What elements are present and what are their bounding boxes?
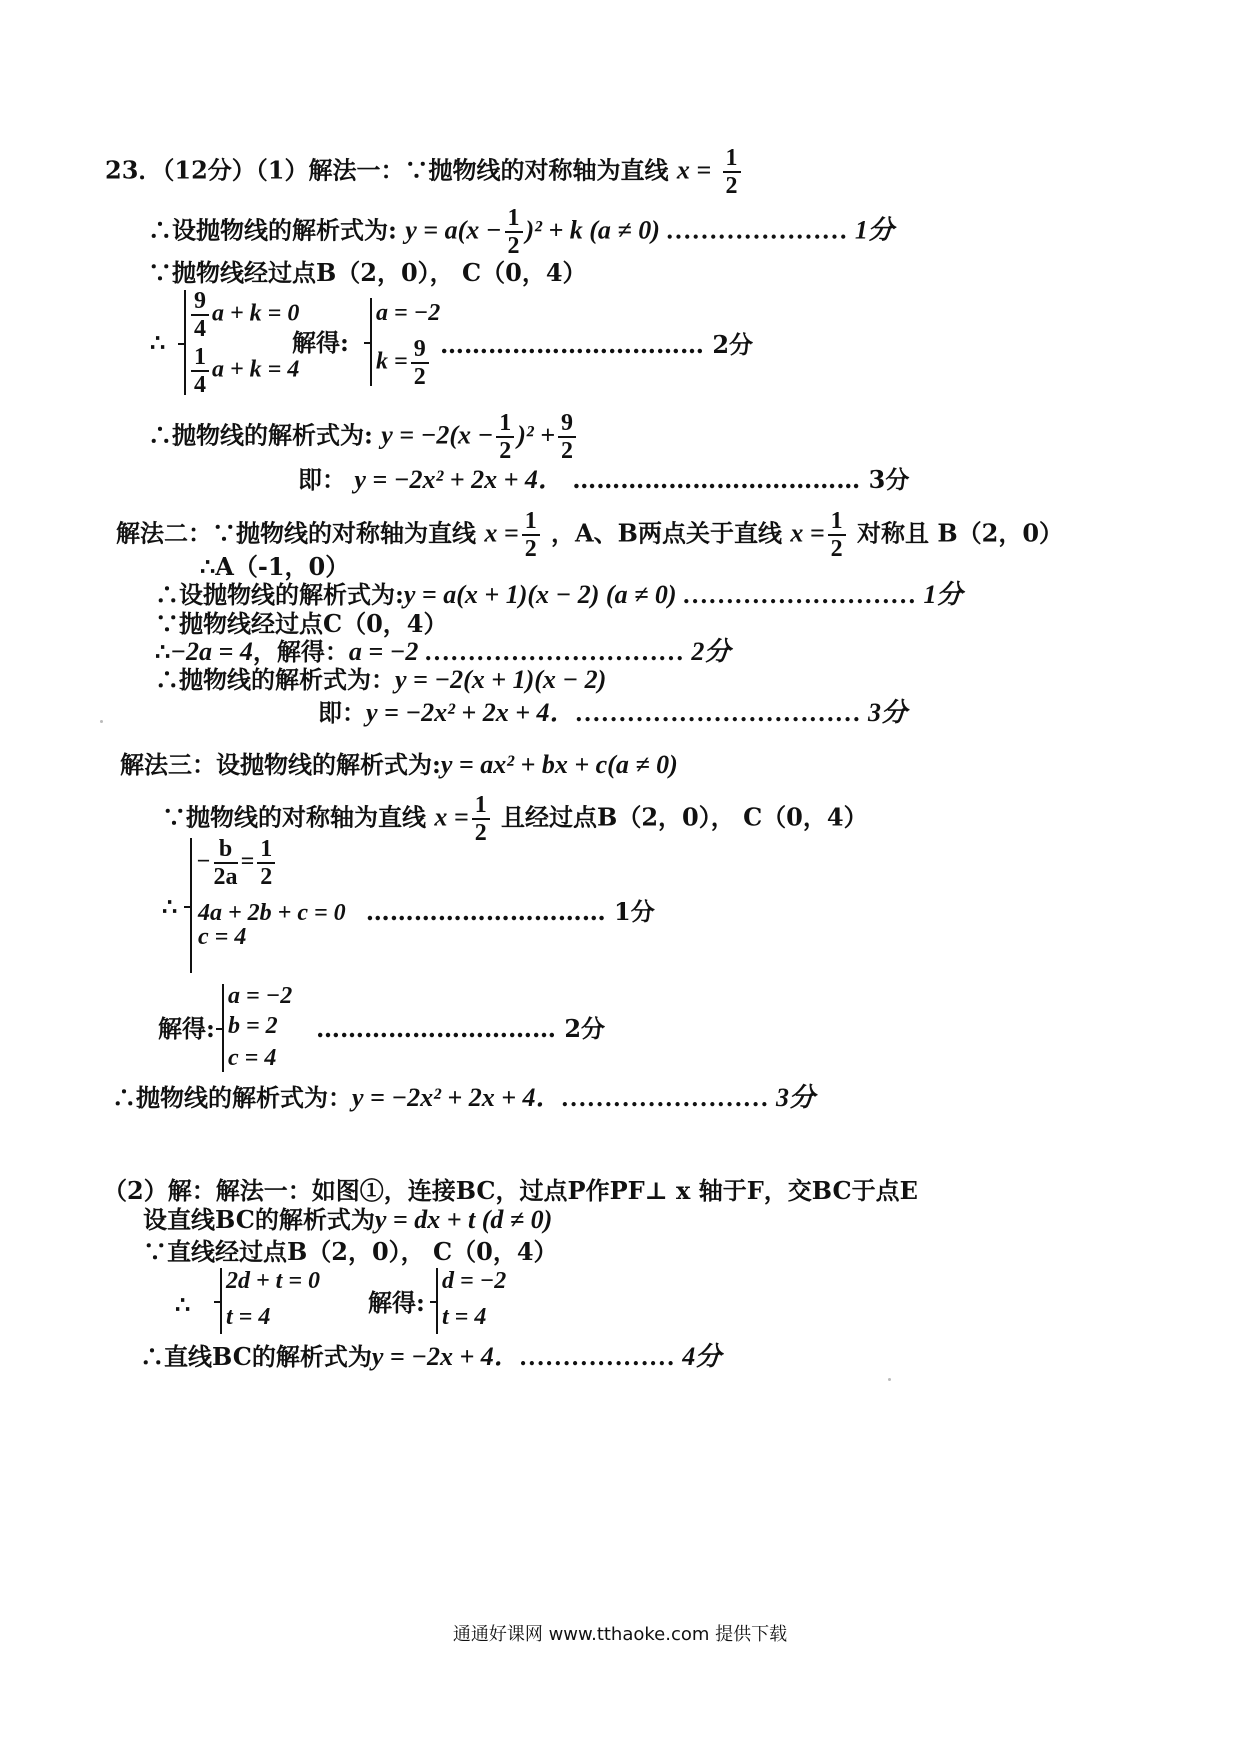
method2-line-6: ∴抛物线的解析式为：y = −2(x + 1)(x − 2) <box>155 665 607 694</box>
method2-line-2: ∴A（-1，0） <box>200 552 350 581</box>
part2-line-1: （2）解：解法一：如图①，连接BC，过点P作PF⊥ x 轴于F，交BC于点E <box>103 1176 918 1205</box>
therefore-symbol: ∴ <box>162 892 178 921</box>
solve-label: 解得: <box>368 1288 425 1317</box>
fraction-half: $\frac{1}{2}$ <box>505 205 523 259</box>
system-row: 2d + t = 0 <box>226 1268 321 1294</box>
system-brace <box>220 1268 222 1334</box>
q23-line-1: 23．（12分）（1）解法一：∵抛物线的对称轴为直线 x = $\frac{1}{2}$ <box>105 145 744 199</box>
system-row: a = −2 <box>228 983 293 1009</box>
q23-line-3: ∵抛物线经过点B（2，0）， C（0，4） <box>148 258 587 287</box>
system-row: c = 4 <box>198 924 247 950</box>
system-row: $\frac{1}{4}$ a + k = 4 <box>188 344 299 398</box>
footer-source: 通通好课网 www.tthaoke.com 提供下载 <box>452 1624 788 1645</box>
system-row: t = 4 <box>226 1304 271 1330</box>
part2-end: ∴直线BC的解析式为y = −2x + 4．……………… 4分 <box>140 1342 722 1371</box>
fraction-half: $\frac{1}{2}$ <box>723 145 741 199</box>
scan-speck <box>888 1378 891 1381</box>
method2-line-3: ∴设抛物线的解析式为:y = a(x + 1)(x − 2) (a ≠ 0) ……………………… 1分 <box>155 580 963 609</box>
system-row: a = −2 <box>376 300 441 326</box>
part2-line-3: ∵直线经过点B（2，0）， C（0，4） <box>143 1237 558 1266</box>
system-row: b = 2 <box>228 1013 278 1039</box>
score-line: ………………………… 2分 <box>316 1014 606 1043</box>
system-brace <box>436 1268 438 1334</box>
method3-line-1: 解法三：设抛物线的解析式为:y = ax² + bx + c(a ≠ 0) <box>120 750 678 779</box>
q23-line-5: ∴抛物线的解析式为: y = −2(x − $\frac{1}{2}$ )² + $\frac{9}{2}$ <box>148 410 579 464</box>
solve-label: 解得: <box>158 1014 215 1043</box>
method3-line-2: ∵抛物线的对称轴为直线 x = $\frac{1}{2}$ 且经过点B（2，0）， C（0，4） <box>162 792 868 846</box>
score-line: …………………………… 2分 <box>440 330 754 359</box>
system-row: c = 4 <box>228 1045 277 1071</box>
system-row: k = $\frac{9}{2}$ <box>376 336 432 390</box>
system-row: $\frac{9}{4}$ a + k = 0 <box>188 288 299 342</box>
method2-line-4: ∵抛物线经过点C（0，4） <box>155 609 448 638</box>
method3-end: ∴抛物线的解析式为：y = −2x² + 2x + 4．…………………… 3分 <box>112 1083 816 1112</box>
method2-line-1: 解法二：∵抛物线的对称轴为直线 x = $\frac{1}{2}$ ，A、B两点关于直线 x = $\frac{1}{2}$ 对称且 B（2，0） <box>116 508 1064 562</box>
system-brace <box>190 838 192 973</box>
system-brace <box>370 298 372 386</box>
system-row: d = −2 <box>442 1268 507 1294</box>
method2-line-5: ∴−2a = 4，解得：a = −2 ………………………… 2分 <box>155 637 731 666</box>
system-row: t = 4 <box>442 1304 487 1330</box>
system-row: 4a + 2b + c = 0 ………………………… 1分 <box>198 897 655 926</box>
system-row: − $\frac{b}{2a}$ = $\frac{1}{2}$ <box>196 836 278 890</box>
solve-label: 解得: <box>292 328 349 357</box>
math-x-eq: x = <box>676 155 712 185</box>
therefore-symbol: ∴ <box>150 328 166 357</box>
part2-line-2: 设直线BC的解析式为y = dx + t (d ≠ 0) <box>143 1205 553 1234</box>
system-brace <box>184 290 186 395</box>
q23-line-6: 即： y = −2x² + 2x + 4． ……………………………… 3分 <box>298 465 910 494</box>
system-brace <box>222 984 224 1072</box>
q23-line-2: ∴设抛物线的解析式为: y = a(x − $\frac{1}{2}$ )² + k (a ≠ 0) ………………… 1分 <box>148 205 894 259</box>
therefore-symbol: ∴ <box>175 1290 191 1319</box>
method2-line-7: 即：y = −2x² + 2x + 4．…………………………… 3分 <box>318 698 908 727</box>
scan-speck <box>100 720 103 723</box>
